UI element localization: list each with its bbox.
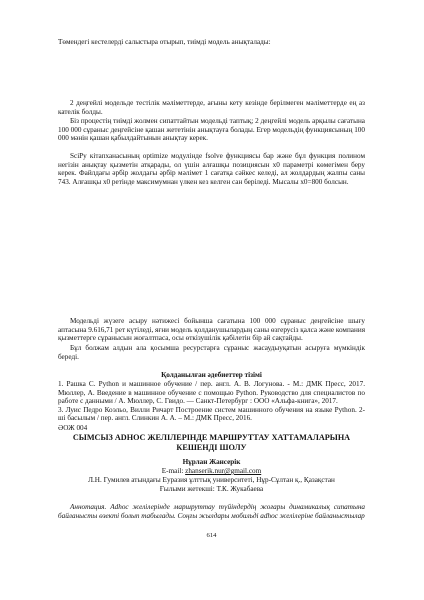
- author-name: Нұрлан Жансерік: [182, 458, 241, 466]
- abstract: Аннотация. Adhoc желілерінде маршруттау түйіндердің жоғары динамикалық сипатына байланысты өзекті болып табылады. Соңғы жылдары мобильді adhoc желілеріне байланыстылар: [58, 503, 365, 520]
- intro-line: Төмендегі кестелерді салыстыра отырып, тиімді модель анықталады:: [58, 38, 271, 46]
- udc-code: ӘОЖ 004: [58, 424, 88, 432]
- paragraph-2level-errors: 2 деңгейлі модельде тестілік мәліметтерде, ағыны кету кезінде берілмеген мәліметтерде ең аз кателік болды.: [58, 99, 365, 116]
- author-email-line: [58, 467, 365, 476]
- references-title: Қолданылған әдебиеттер тізімі: [161, 371, 262, 379]
- references-list: [58, 380, 365, 423]
- reference-item: 3. Луис Педро Коэльо, Вилли Ричарт Построение систем машинного обучения на языке Python. 2-ші басылым / пер. англ. Слинкин А. А. – М.: ДМК Пресс, 2016.: [58, 405, 365, 423]
- article-title: СЫМСЫЗ ADHOC ЖЕЛІЛЕРІНДЕ МАРШРУТТАУ ХАТТАМАЛАРЫНА КЕШЕНДІ ШОЛУ: [72, 433, 351, 452]
- author-email-link[interactable]: zhanserik.nur@gmail.com: [185, 467, 262, 475]
- paragraph-forecast: Бұл болжам алдын ала қосымша ресурстарға сұраныс жасаудыуқатын асыруға мүмкіндік береді.: [58, 344, 365, 361]
- email-label: E-mail:: [161, 467, 186, 475]
- paragraph-scipy: SciPy кітапханасының optimize модулінде fsolve функциясы бар және бұл функция полином негізін анықтау қызметін атқарады, ол үшін алғашқы позициясын x0 параметрі көмегімен беру керек. Файлдағы әрбір жолдағы әрбір мәлімет 1 сағатқа сәйкес келеді, ал жолдардың жалпы саны 743. Алғашқы x0 ретінде максимумнан үлкен кез келген сан беріледі. Мысалы x0=800 болсын.: [58, 152, 365, 186]
- author-affiliation: Л.Н. Гумилев атындағы Еуразия ұлттық университеті, Нұр-Сұлтан қ., Қазақстан: [88, 476, 335, 484]
- reference-item: 1. Рашка С. Python и машинное обучение / пер. англ. А. В. Логунова. - М.: ДМК Пресс, 2017. Мюллер, А. Введение в машинное обучение с помощью Python. Руководство для специалистов по работе с данными / А. Мюллер, С. Гвидо. — Санкт-Петербург : ООО «Альфа-книга», 2017.: [58, 380, 365, 406]
- paragraph-2level-model: Біз процестің тиімді жолмен сипаттайтын модельді таптық; 2 деңгейлі модель арқылы сағатына 100 000 сұраныс деңгейсіне қашан жететінін анықтауға болады. Егер модельдің функциясының 100 000 мәнін қашан қабылдайтынын анықтау керек.: [58, 117, 365, 143]
- paragraph-result: Модельді жүзеге асыру нәтижесі бойынша сағатына 100 000 сұраныс деңгейсіне шығу аптасына 9.616,71 рет күтіледі, яғни модель қолданушылардың саны өзгерусіз қалса және компания қызметтерге сұранысын жоғалтпаса, осы өткізушілік қабілетін бір ай сақтайды.: [58, 317, 365, 343]
- scientific-supervisor: Ғылыми жетекші: Т.К. Жукабаева: [159, 485, 264, 493]
- page-number: 614: [206, 532, 217, 539]
